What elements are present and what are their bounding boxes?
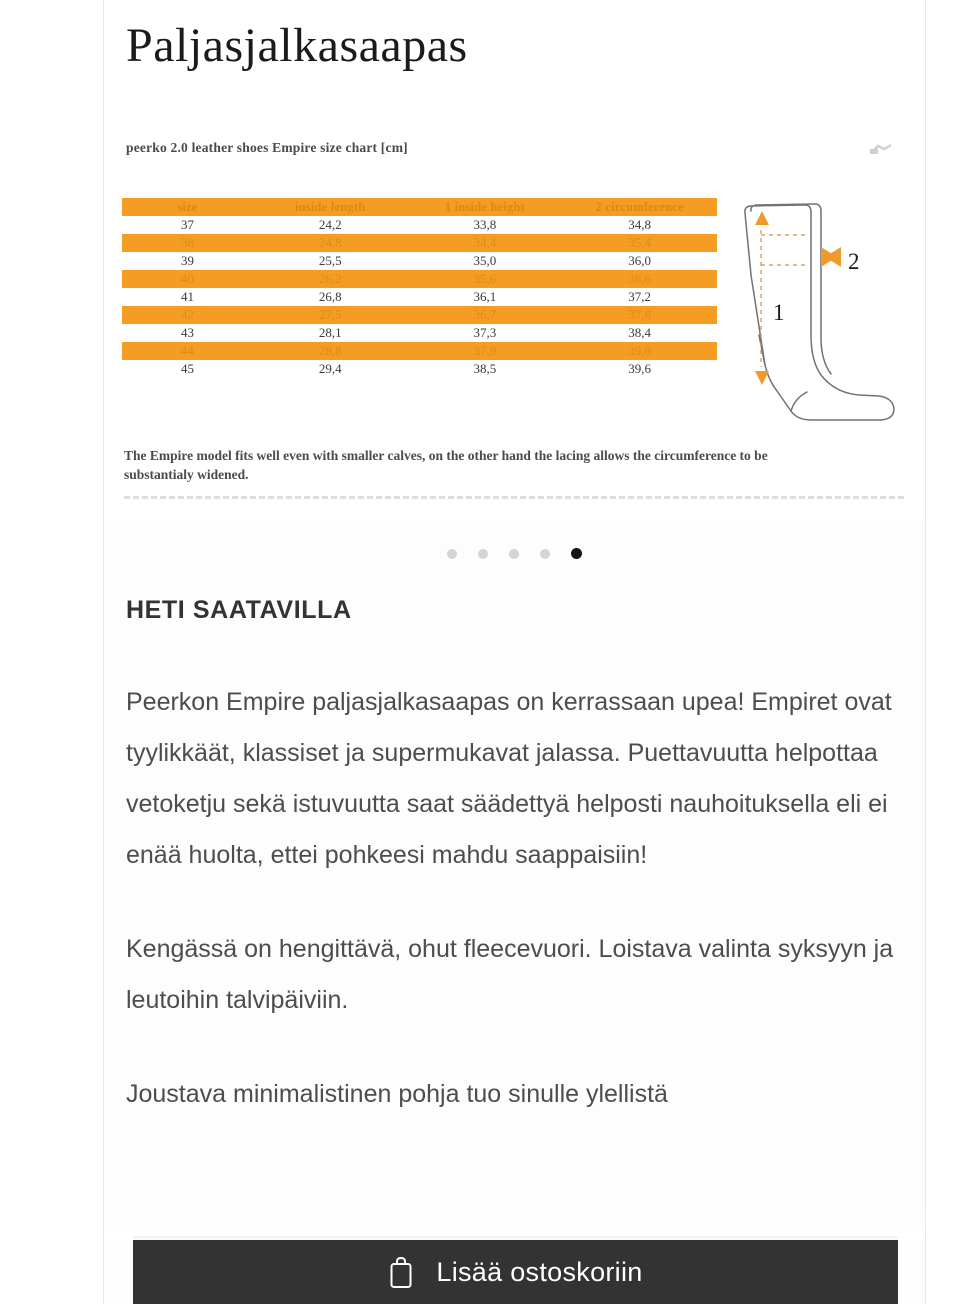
page-content	[104, 0, 925, 520]
cell-circumference: 34,8	[628, 217, 651, 232]
cell-inside-length: 28,1	[318, 325, 342, 340]
content-fade-overlay	[104, 1195, 925, 1240]
table-row	[122, 342, 717, 360]
carousel-dot-4[interactable]	[540, 549, 550, 559]
cell-inside-height: 35,6	[473, 271, 497, 286]
cell-circumference: 35,4	[628, 235, 651, 250]
carousel-dot-2[interactable]	[478, 549, 488, 559]
cell-circumference: 36,6	[628, 271, 651, 286]
cell-circumference: 36,0	[628, 253, 651, 268]
cell-size: 41	[180, 289, 194, 304]
col-header-size: size	[177, 200, 198, 214]
cell-inside-height: 37,3	[473, 325, 497, 340]
carousel-dot-5[interactable]	[571, 548, 582, 559]
cell-size: 44	[180, 343, 194, 358]
shopping-bag-icon	[388, 1255, 414, 1289]
add-to-cart-button[interactable]	[133, 1240, 898, 1304]
cell-inside-length: 27,5	[318, 307, 342, 322]
cell-inside-height: 33,8	[473, 217, 497, 232]
cell-inside-height: 38,5	[473, 361, 497, 376]
table-row	[122, 234, 717, 252]
carousel-dot-3[interactable]	[509, 549, 519, 559]
size-chart-caption: peerko 2.0 leather shoes Empire size chart [cm]	[126, 140, 408, 155]
cell-inside-length: 26,2	[318, 271, 342, 286]
table-row	[122, 252, 717, 270]
carousel-dots[interactable]	[104, 548, 925, 559]
cell-size: 45	[180, 361, 194, 376]
cell-inside-length: 24,8	[318, 235, 342, 250]
cell-size: 40	[180, 271, 194, 286]
size-chart-note: The Empire model fits well even with smaller calves, on the other hand the lacing allows the circumference to be substantialy widened.	[124, 448, 768, 482]
cell-inside-height: 37,9	[473, 343, 497, 358]
cell-inside-length: 29,4	[318, 361, 342, 376]
table-header-row	[122, 198, 717, 216]
boot-measure-label-2: 2	[848, 249, 860, 274]
cell-circumference: 39,6	[628, 361, 651, 376]
table-row	[122, 288, 717, 306]
table-row	[122, 360, 717, 378]
cell-inside-length: 25,5	[318, 253, 342, 268]
cell-size: 37	[180, 217, 194, 232]
table-row	[122, 324, 717, 342]
col-header-inside-height: 1 inside height	[444, 200, 525, 214]
cell-size: 39	[180, 253, 194, 268]
size-chart-table	[122, 198, 717, 378]
cell-inside-length: 24,2	[318, 217, 342, 232]
cell-size: 38	[180, 235, 194, 250]
carousel-dot-1[interactable]	[447, 549, 457, 559]
cell-inside-height: 36,1	[473, 289, 497, 304]
cell-inside-height: 35,0	[473, 253, 497, 268]
slide-title: Paljasjalkasaapas	[126, 19, 468, 72]
cell-circumference: 37,8	[628, 307, 651, 322]
page-right-border	[925, 0, 926, 1304]
dashed-divider	[124, 496, 904, 499]
boot-measure-label-1: 1	[773, 300, 785, 325]
add-to-cart-label: Lisää ostoskoriin	[436, 1256, 643, 1287]
boot-outline-icon	[729, 185, 904, 430]
description-paragraph-2: Kengässä on hengittävä, ohut fleecevuori. Loistava valinta syksyyn ja leutoihin talvipäiviin.	[126, 935, 894, 1014]
description-paragraph-1: Peerkon Empire paljasjalkasaapas on kerrassaan upea! Empiret ovat tyylikkäät, klassiset ja supermukavat jalassa. Puettavuutta helpottaa vetoketju sekä istuvuutta saat säädettyä helposti nauhoituksella eli ei enää huolta, ettei pohkeesi mahdu saappaisiin!	[126, 688, 892, 869]
page-left-gutter	[0, 0, 103, 1304]
cell-circumference: 37,2	[628, 289, 651, 304]
cell-inside-height: 34,4	[473, 235, 497, 250]
table-row	[122, 270, 717, 288]
size-chart-slide[interactable]	[104, 0, 925, 520]
peerko-logo-icon	[867, 140, 897, 160]
boot-measurement-diagram	[729, 185, 904, 430]
availability-heading: HETI SAATAVILLA	[126, 596, 352, 624]
description-paragraph-3: Joustava minimalistinen pohja tuo sinulle ylellistä	[126, 1080, 668, 1108]
cell-size: 42	[180, 307, 194, 322]
cell-circumference: 39,0	[628, 343, 651, 358]
table-row	[122, 306, 717, 324]
product-description	[104, 596, 925, 1120]
col-header-inside-length: inside length	[295, 200, 366, 214]
page-right-gutter	[926, 0, 960, 1304]
cell-inside-height: 36,7	[473, 307, 497, 322]
cell-inside-length: 28,8	[318, 343, 342, 358]
table-row	[122, 216, 717, 234]
cell-size: 43	[180, 325, 194, 340]
cell-inside-length: 26,8	[318, 289, 342, 304]
col-header-circumference: 2 circumference	[595, 200, 684, 214]
cell-circumference: 38,4	[628, 325, 651, 340]
